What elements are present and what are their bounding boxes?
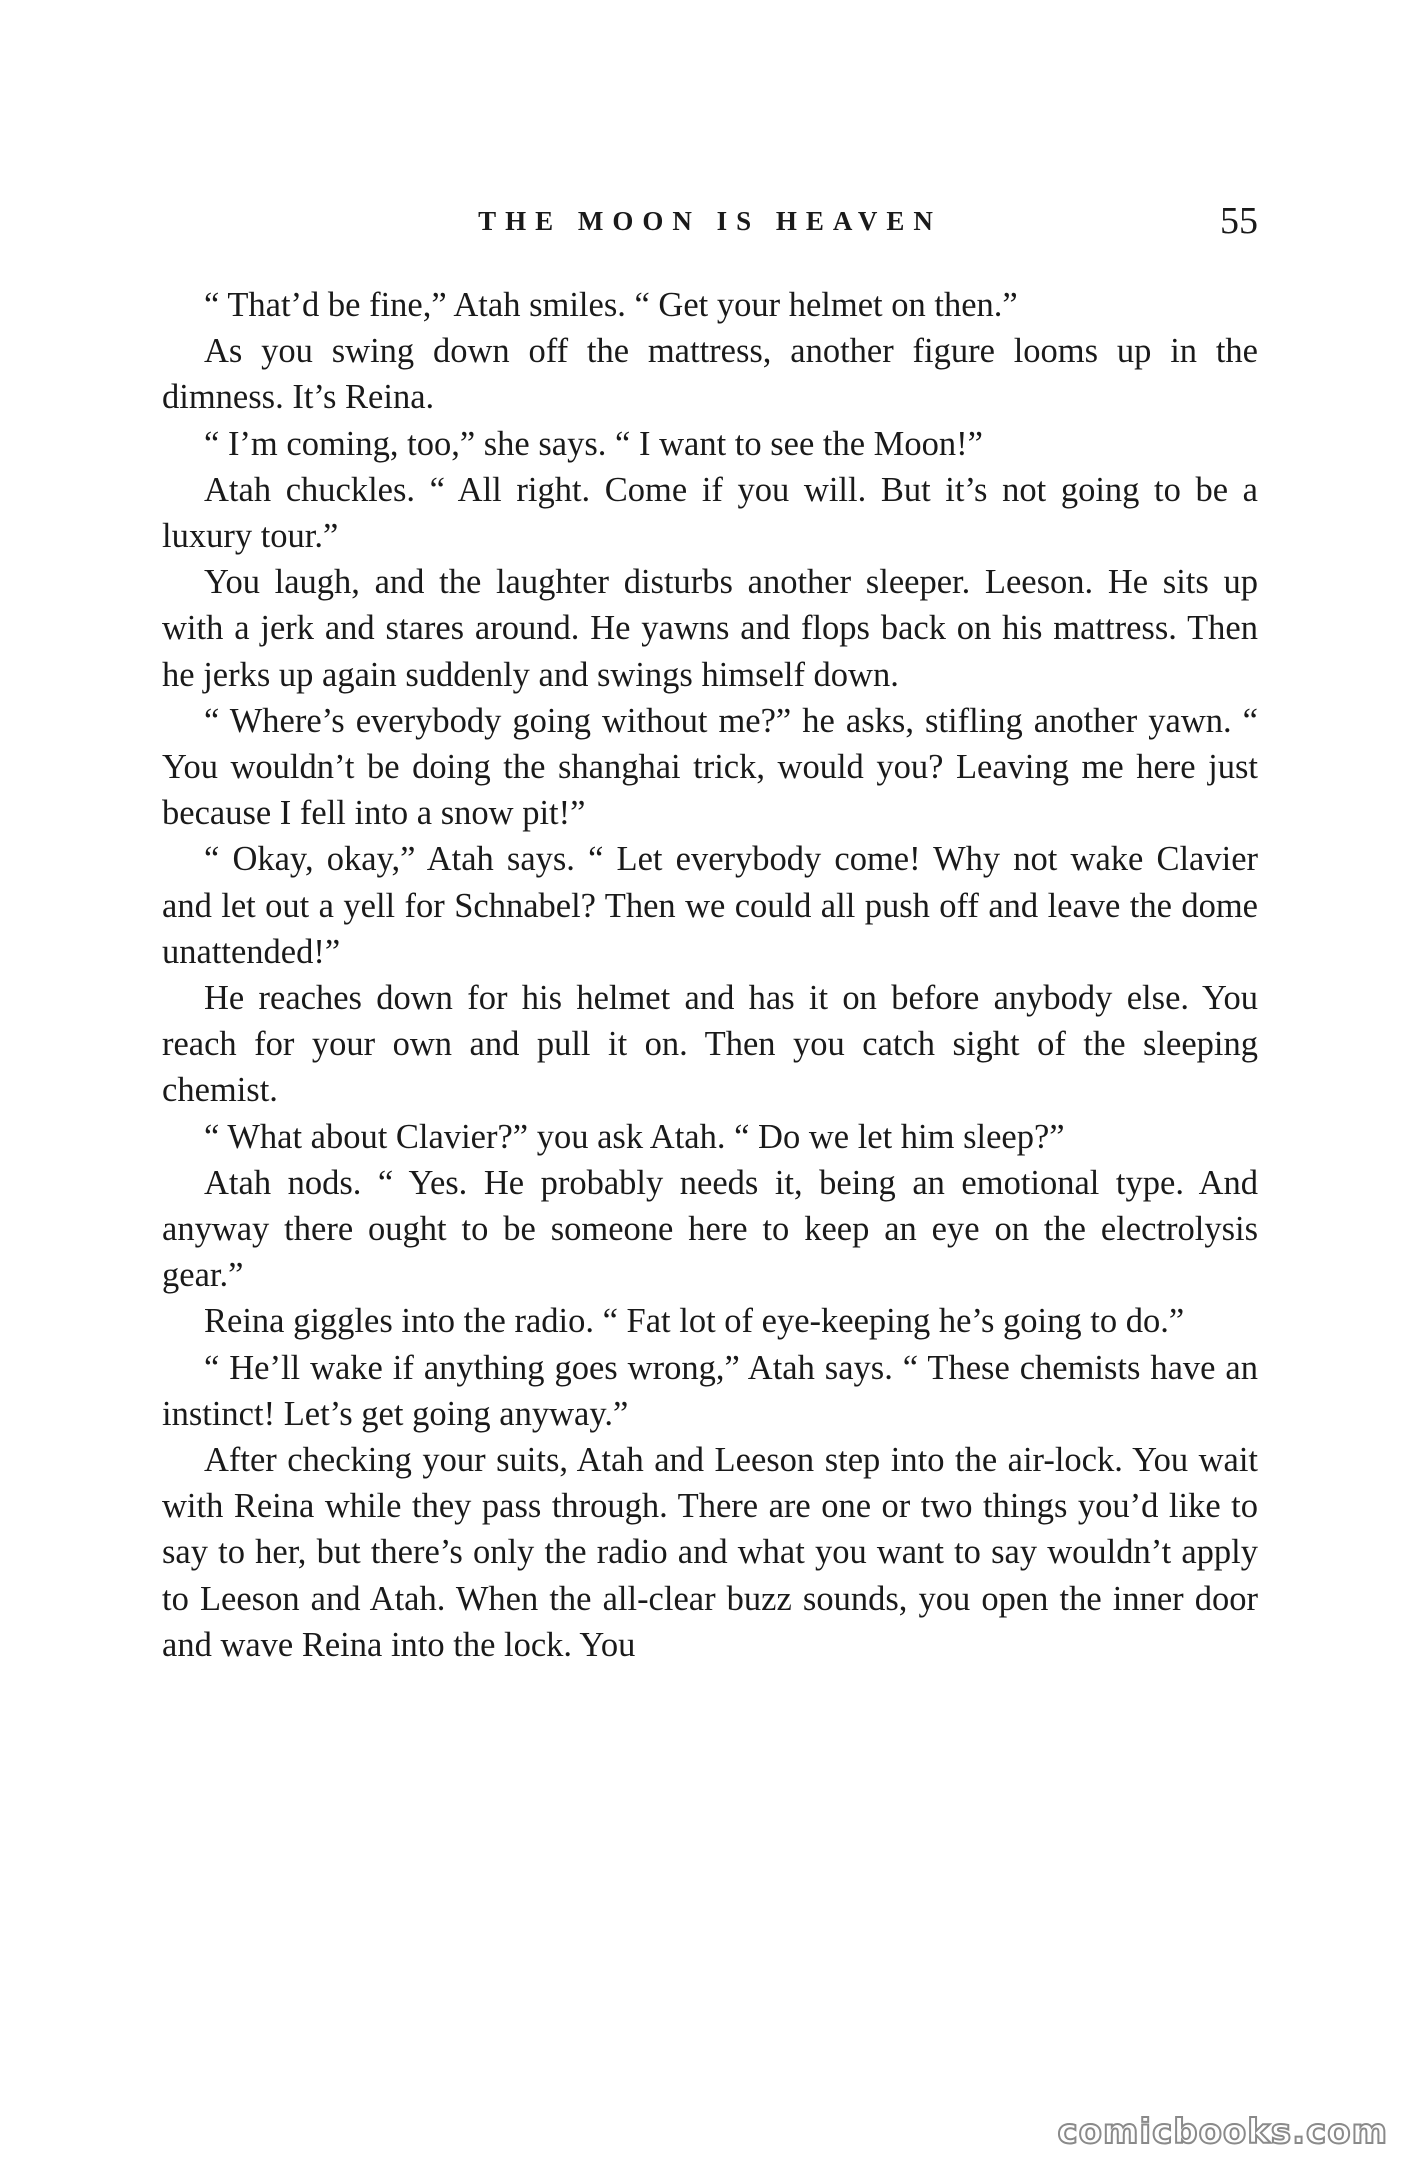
paragraph-3: “ I’m coming, too,” she says. “ I want to see the Moon!”: [204, 424, 983, 463]
paragraph-10: Atah nods. “ Yes. He probably needs it, being an emotional type. And anyway there ought to be someone here to keep an eye on the electrolysis gear.”: [162, 1163, 1258, 1295]
paragraph-13: After checking your suits, Atah and Leeson step into the air-lock. You wait with Reina while they pass through. There are one or two things you’d like to say to her, but there’s only the radio and what you want to say wouldn’t apply to Leeson and Atah. When the all-clear buzz sounds, you open the inner door and wave Reina into the lock. You: [162, 1441, 1258, 1664]
paragraph-12: “ He’ll wake if anything goes wrong,” Atah says. “ These chemists have an instinct! Let’s get going anyway.”: [162, 1348, 1258, 1433]
paragraph-1: “ That’d be fine,” Atah smiles. “ Get your helmet on then.”: [204, 286, 1018, 324]
paragraph-7: “ Okay, okay,” Atah says. “ Let everybody come! Why not wake Clavier and let out a yell for Schnabel? Then we could all push off and leave the dome unattended!”: [162, 840, 1258, 971]
running-head: [162, 196, 1258, 246]
body-text: [162, 282, 1258, 1668]
running-title: THE MOON IS HEAVEN: [478, 206, 942, 236]
paragraph-11: Reina giggles into the radio. “ Fat lot of eye-keeping he’s going to do.”: [204, 1302, 1185, 1341]
watermark-logo: comicbooks.com: [1057, 2112, 1388, 2152]
page-number: 55: [1220, 200, 1258, 242]
paragraph-4: Atah chuckles. “ All right. Come if you will. But it’s not going to be a luxury tour.”: [162, 470, 1258, 556]
paragraph-9: “ What about Clavier?” you ask Atah. “ Do we let him sleep?”: [204, 1117, 1065, 1156]
paragraph-2: As you swing down off the mattress, another figure looms up in the dimness. It’s Reina.: [162, 332, 1258, 417]
paragraph-8: He reaches down for his helmet and has it on before anybody else. You reach for your own and pull it on. Then you catch sight of the sleeping chemist.: [162, 979, 1258, 1110]
paragraph-6: “ Where’s everybody going without me?” he asks, stifling another yawn. “ You wouldn’t be doing the shanghai trick, would you? Leaving me here just because I fell into a snow pit!”: [162, 701, 1258, 833]
paragraph-5: You laugh, and the laughter disturbs another sleeper. Leeson. He sits up with a jerk and stares around. He yawns and flops back on his mattress. Then he jerks up again suddenly and swings himself down.: [162, 563, 1258, 694]
